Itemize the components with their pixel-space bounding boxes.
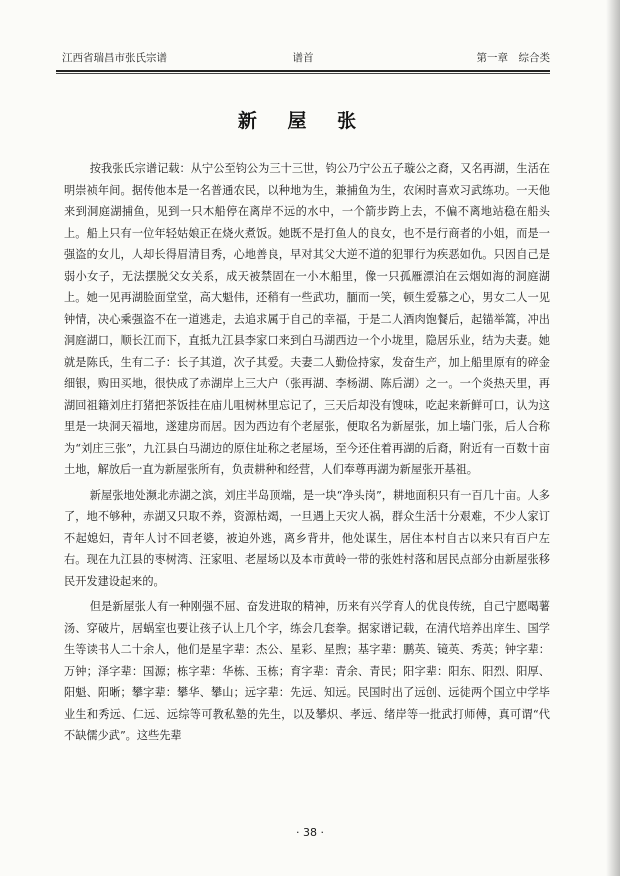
article-body xyxy=(64,158,550,751)
page-number: · 38 · xyxy=(296,826,324,839)
paragraph: 按我张氏宗谱记载：从宁公至钧公为三十三世，钧公乃宁公五子璇公之裔，又名再湖，生活在明崇祯年间。据传他本是一名普通农民，以种地为生，兼捕鱼为生，农闲时喜欢习武练功。一天他来到洞庭湖捕鱼，见到一只木船停在离岸不远的水中，一个箭步跨上去，不偏不离地站稳在船头上。船上只有一位年轻姑娘正在烧火煮饭。她既不是打鱼人的良女，也不是行商者的小姐，而是一强盗的女儿，人却长得眉清目秀，心地善良，早对其父大逆不道的犯罪行为疾恶如仇。只因自己是弱小女子，无法摆脱父女关系，成天被禁固在一小木船里，像一只孤雁漂泊在云烟如海的洞庭湖上。她一见再湖脸面堂堂，高大魁伟，还稍有一些武功，腼而一笑，顿生爱慕之心，男女二人一见钟情，决心乘强盗不在一道逃走，去追求属于自己的幸福，于是二人酒肉饱餐后，起锚举篙，冲出洞庭湖口，顺长江而下，直抵九江县李家口来到白马湖西边一个小垅里，隐居乐业，结为夫妻。她就是陈氏，生有二子：长子其道，次子其爱。夫妻二人勤俭持家，发奋生产，加上船里原有的碎金细银，购田买地，很快成了赤湖岸上三大户（张再湖、李杨湖、陈后湖）之一。一个炎热天里，再湖回祖籍刘庄打猪把茶饭挂在庙儿咀树林里忘记了，三天后却没有馊味，吃起来新鲜可口，认为这里是一块洞天福地，遂建房而居。因为西边有个老屋张，便取名为新屋张，加上墙门张，后人合称为“刘庄三张”，九江县白马湖边的原住址称之老屋场，至今还住着再湖的后裔，附近有一百数十亩土地，解放后一直为新屋张所有，负责耕种和经营，人们奉尊再湖为新屋张开基祖。 xyxy=(64,162,550,476)
header-rule xyxy=(56,70,550,72)
paragraph: 但是新屋张人有一种刚强不屈、奋发进取的精神，历来有兴学育人的优良传统，自己宁愿喝薯汤、穿破片，居蜗室也要让孩子认上几个字，练会几套拳。据家谱记载，在清代培养出庠生、国学生等读书人二十余人，他们是星字辈：杰公、星彩、星煦；基字辈：鹏英、镜英、秀英；钟字辈：万钟；泽字辈：国源；栋字辈：华栋、玉栋；育字辈：青余、青民；阳字辈：阳东、阳烈、阳厚、阳魁、阳晰；攀字辈：攀华、攀山；远字辈：先远、知远。民国时出了远创、远徒两个国立中学毕业生和秀远、仁远、远综等可教私塾的先生，以及攀炽、孝远、绪岸等一批武打师傅，真可谓“代不缺儒少武”。这些先辈 xyxy=(64,600,550,742)
header-rule-thin xyxy=(56,73,550,74)
header-section: 谱首 xyxy=(292,52,314,64)
paragraph: 新屋张地处濒北赤湖之滨，刘庄半岛顶端，是一块“净头岗”，耕地面积只有一百几十亩。人多了，地不够种，赤湖又只取不养，资源枯竭，一旦遇上天灾人祸，群众生活十分艰难，不少人家订不起媳妇，青年人讨不回老婆，被迫外逃，离乡背井，他处谋生，居住本村自古以来只有百户左右。现在九江县的枣树湾、汪家咀、老屋场以及本市黄岭一带的张姓村落和居民点部分由新屋张移民开发建设起来的。 xyxy=(64,488,550,588)
running-header xyxy=(56,50,550,66)
binding-shadow xyxy=(606,0,620,876)
article-title: 新 屋 张 xyxy=(237,110,369,132)
header-chapter: 第一章 综合类 xyxy=(476,52,550,64)
header-book-title: 江西省瑞昌市张氏宗谱 xyxy=(62,52,167,64)
